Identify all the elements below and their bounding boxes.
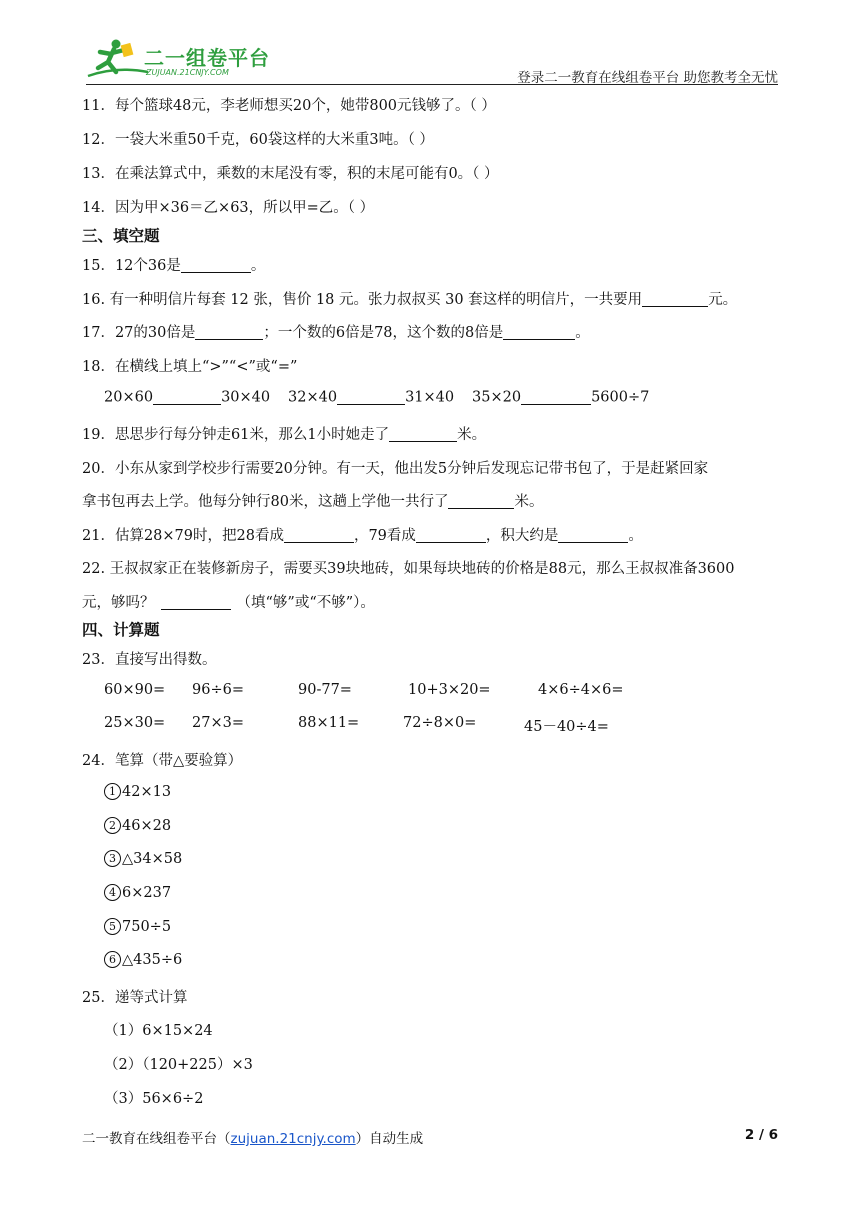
logo-url: ZUJUAN.21CNJY.COM bbox=[146, 68, 229, 77]
circled-number-icon: 4 bbox=[104, 884, 121, 901]
question-22-line2: 元，够吗？ （填“够”或“不够”）。 bbox=[82, 595, 375, 611]
answer-blank[interactable] bbox=[153, 389, 221, 405]
circled-number-icon: 2 bbox=[104, 817, 121, 834]
written-calc-expression: 46×28 bbox=[122, 818, 172, 834]
question-25: 25．递等式计算 bbox=[82, 990, 188, 1006]
header-tagline: 登录二一教育在线组卷平台 助您教考全无忧 bbox=[517, 70, 778, 86]
footer-source: 二一教育在线组卷平台（zujuan.21cnjy.com）自动生成 bbox=[82, 1131, 424, 1147]
section-title-fill-in: 三、填空题 bbox=[82, 227, 160, 245]
mental-calc-item: 72÷8×0= bbox=[403, 715, 477, 731]
question-20-line1: 20．小东从家到学校步行需要20分钟。有一天，他出发5分钟后发现忘记带书包了，于是赶紧回家 bbox=[82, 461, 709, 477]
platform-logo bbox=[86, 38, 286, 82]
answer-blank[interactable] bbox=[161, 595, 231, 611]
logo-text: 二一组卷平台 bbox=[144, 46, 270, 70]
section-title-calculation: 四、计算题 bbox=[82, 621, 160, 639]
circled-number-icon: 6 bbox=[104, 951, 121, 968]
answer-blank[interactable] bbox=[195, 325, 263, 341]
written-calc-item bbox=[104, 783, 171, 800]
answer-blank[interactable] bbox=[337, 389, 405, 405]
header-divider bbox=[86, 84, 778, 85]
mental-calc-item: 60×90= bbox=[104, 682, 166, 698]
mental-calc-item: 90-77= bbox=[298, 682, 352, 698]
question-24: 24．笔算（带△要验算） bbox=[82, 753, 243, 769]
stepwise-calc-item: （2）（120+225）×3 bbox=[104, 1057, 253, 1073]
written-calc-item bbox=[104, 884, 171, 901]
written-calc-expression: 6×237 bbox=[122, 885, 172, 901]
answer-blank[interactable] bbox=[181, 258, 251, 274]
written-calc-item bbox=[104, 918, 171, 935]
question-12: 12．一袋大米重50千克，60袋这样的大米重3吨。（ ） bbox=[82, 132, 434, 148]
written-calc-expression: △435÷6 bbox=[122, 952, 183, 968]
question-16: 16. 有一种明信片每套 12 张，售价 18 元。张力叔叔买 30 套这样的明信片，一共要用 元。 bbox=[82, 292, 738, 308]
stepwise-calc-item: （1）6×15×24 bbox=[104, 1023, 213, 1039]
written-calc-item bbox=[104, 850, 182, 867]
compare-item: 35×20 5600÷7 bbox=[472, 389, 650, 406]
mental-calc-item: 27×3= bbox=[192, 715, 244, 731]
question-21: 21．估算28×79时，把28看成 ，79看成 ，积大约是 。 bbox=[82, 528, 643, 544]
compare-item: 32×40 31×40 bbox=[288, 389, 455, 406]
circled-number-icon: 5 bbox=[104, 918, 121, 935]
mental-calc-item: 10+3×20= bbox=[408, 682, 491, 698]
answer-blank[interactable] bbox=[642, 292, 708, 308]
written-calc-expression: △34×58 bbox=[122, 851, 183, 867]
question-15: 15．12个36是 。 bbox=[82, 258, 266, 274]
footer-link[interactable]: zujuan.21cnjy.com bbox=[230, 1131, 356, 1147]
answer-blank[interactable] bbox=[389, 427, 457, 443]
written-calc-expression: 750÷5 bbox=[122, 919, 172, 935]
answer-blank[interactable] bbox=[284, 528, 354, 544]
question-19: 19．思思步行每分钟走61米，那么1小时她走了 米。 bbox=[82, 427, 487, 443]
answer-blank[interactable] bbox=[558, 528, 628, 544]
page-number: 2 / 6 bbox=[744, 1127, 778, 1143]
question-23: 23．直接写出得数。 bbox=[82, 652, 217, 668]
circled-number-icon: 3 bbox=[104, 850, 121, 867]
mental-calc-item: 88×11= bbox=[298, 715, 360, 731]
mental-calc-item: 45－40÷4= bbox=[524, 719, 609, 735]
written-calc-item bbox=[104, 951, 182, 968]
answer-blank[interactable] bbox=[448, 494, 514, 510]
mental-calc-item: 25×30= bbox=[104, 715, 166, 731]
question-18: 18．在横线上填上“>”“<”或“=” bbox=[82, 359, 298, 375]
written-calc-item bbox=[104, 817, 171, 834]
compare-item: 20×60 30×40 bbox=[104, 389, 271, 406]
mental-calc-item: 96÷6= bbox=[192, 682, 244, 698]
question-17: 17．27的30倍是 ；一个数的6倍是78，这个数的8倍是 。 bbox=[82, 325, 590, 341]
mental-calc-item: 4×6÷4×6= bbox=[538, 682, 624, 698]
question-22-line1: 22. 王叔叔家正在装修新房子，需要买39块地砖，如果每块地砖的价格是88元，那么王叔叔准备3600 bbox=[82, 561, 735, 577]
answer-blank[interactable] bbox=[503, 325, 575, 341]
question-20-line2: 拿书包再去上学。他每分钟行80米，这趟上学他一共行了 米。 bbox=[82, 494, 544, 510]
answer-blank[interactable] bbox=[521, 389, 591, 405]
circled-number-icon: 1 bbox=[104, 783, 121, 800]
question-14: 14．因为甲×36＝乙×63，所以甲=乙。（ ） bbox=[82, 200, 375, 216]
question-13: 13．在乘法算式中，乘数的末尾没有零，积的末尾可能有0。（ ） bbox=[82, 166, 499, 182]
written-calc-expression: 42×13 bbox=[122, 784, 172, 800]
answer-blank[interactable] bbox=[416, 528, 486, 544]
stepwise-calc-item: （3）56×6÷2 bbox=[104, 1091, 204, 1107]
question-11: 11．每个篮球48元，李老师想买20个，她带800元钱够了。（ ） bbox=[82, 98, 496, 114]
